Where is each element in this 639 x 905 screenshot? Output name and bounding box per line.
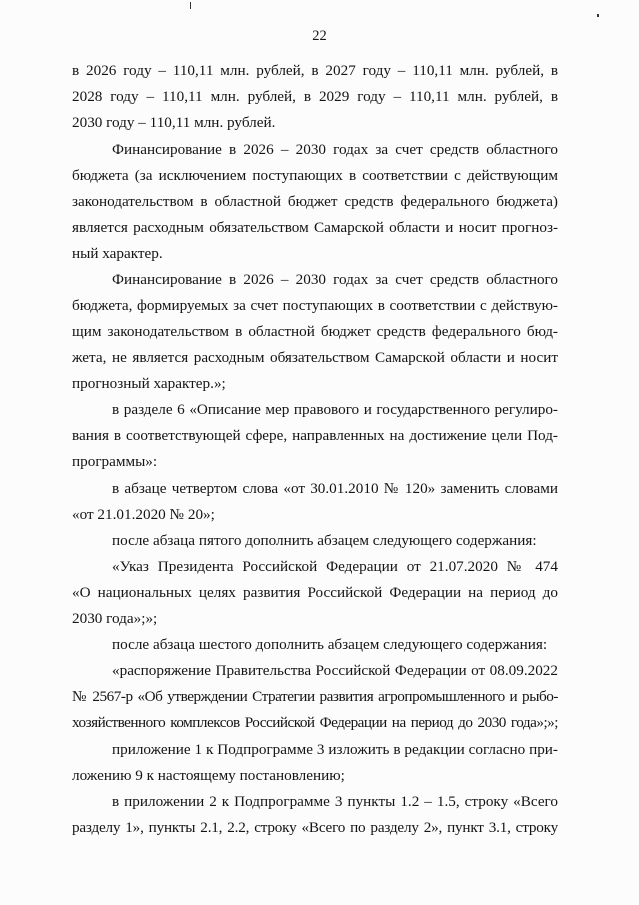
text-line: 2030 году – 110,11 млн. рублей. bbox=[72, 114, 276, 131]
text-line: программы»: bbox=[72, 453, 158, 470]
text-line: вания в соответствующей сфере, направленных на достижение цели Под- bbox=[72, 427, 558, 444]
text-line: Финансирование в 2026 – 2030 годах за счет средств областного bbox=[112, 141, 558, 158]
text-line: «от 21.01.2020 № 20»; bbox=[72, 506, 215, 523]
text-line: прогнозный характер.»; bbox=[72, 375, 226, 392]
text-line: щим законодательством в областной бюджет средств федерального бюд- bbox=[72, 323, 558, 340]
text-line: ный характер. bbox=[72, 245, 163, 262]
text-line: после абзаца шестого дополнить абзацем следующего содержания: bbox=[112, 636, 548, 653]
text-line: в разделе 6 «Описание мер правового и государственного регулиро- bbox=[112, 401, 558, 418]
text-line: «Указ Президента Российской Федерации от 21.07.2020 № 474 bbox=[112, 558, 558, 575]
text-line: бюджета (за исключением поступающих в соответствии с действующим bbox=[72, 167, 558, 184]
text-line: разделу 1», пункты 2.1, 2.2, строку «Всего по разделу 2», пункт 3.1, строку bbox=[72, 819, 558, 836]
text-line: приложение 1 к Подпрограмме 3 изложить в редакции согласно при- bbox=[112, 741, 558, 758]
text-line: в 2026 году – 110,11 млн. рублей, в 2027 году – 110,11 млн. рублей, в bbox=[72, 62, 558, 79]
text-line: ложению 9 к настоящему постановлению; bbox=[72, 767, 345, 784]
text-line: жета, не является расходным обязательством Самарской области и носит bbox=[72, 349, 558, 366]
text-line: в приложении 2 к Подпрограмме 3 пункты 1.2 – 1.5, строку «Всего bbox=[112, 793, 558, 810]
text-line: является расходным обязательством Самарской области и носит прогноз- bbox=[72, 219, 558, 236]
text-line: законодательством в областной бюджет средств федерального бюджета) bbox=[72, 193, 558, 210]
text-line: 2028 году – 110,11 млн. рублей, в 2029 году – 110,11 млн. рублей, в bbox=[72, 88, 558, 105]
text-line: после абзаца пятого дополнить абзацем следующего содержания: bbox=[112, 532, 537, 549]
page-number: 22 bbox=[312, 28, 327, 44]
text-line: хозяйственного комплексов Российской Федерации на период до 2030 года»;»; bbox=[72, 714, 558, 731]
scan-mark-right bbox=[597, 14, 599, 17]
text-line: № 2567-р «Об утверждении Стратегии развития агропромышленного и рыбо- bbox=[72, 688, 558, 705]
text-line: «О национальных целях развития Российской Федерации на период до bbox=[72, 584, 558, 601]
text-line: бюджета, формируемых за счет поступающих в соответствии с действую- bbox=[72, 297, 558, 314]
text-line: в абзаце четвертом слова «от 30.01.2010 № 120» заменить словами bbox=[112, 480, 558, 497]
scan-mark-top bbox=[190, 2, 191, 9]
text-line: 2030 года»;»; bbox=[72, 610, 158, 627]
text-line: Финансирование в 2026 – 2030 годах за счет средств областного bbox=[112, 271, 558, 288]
text-line: «распоряжение Правительства Российской Федерации от 08.09.2022 bbox=[112, 662, 558, 679]
